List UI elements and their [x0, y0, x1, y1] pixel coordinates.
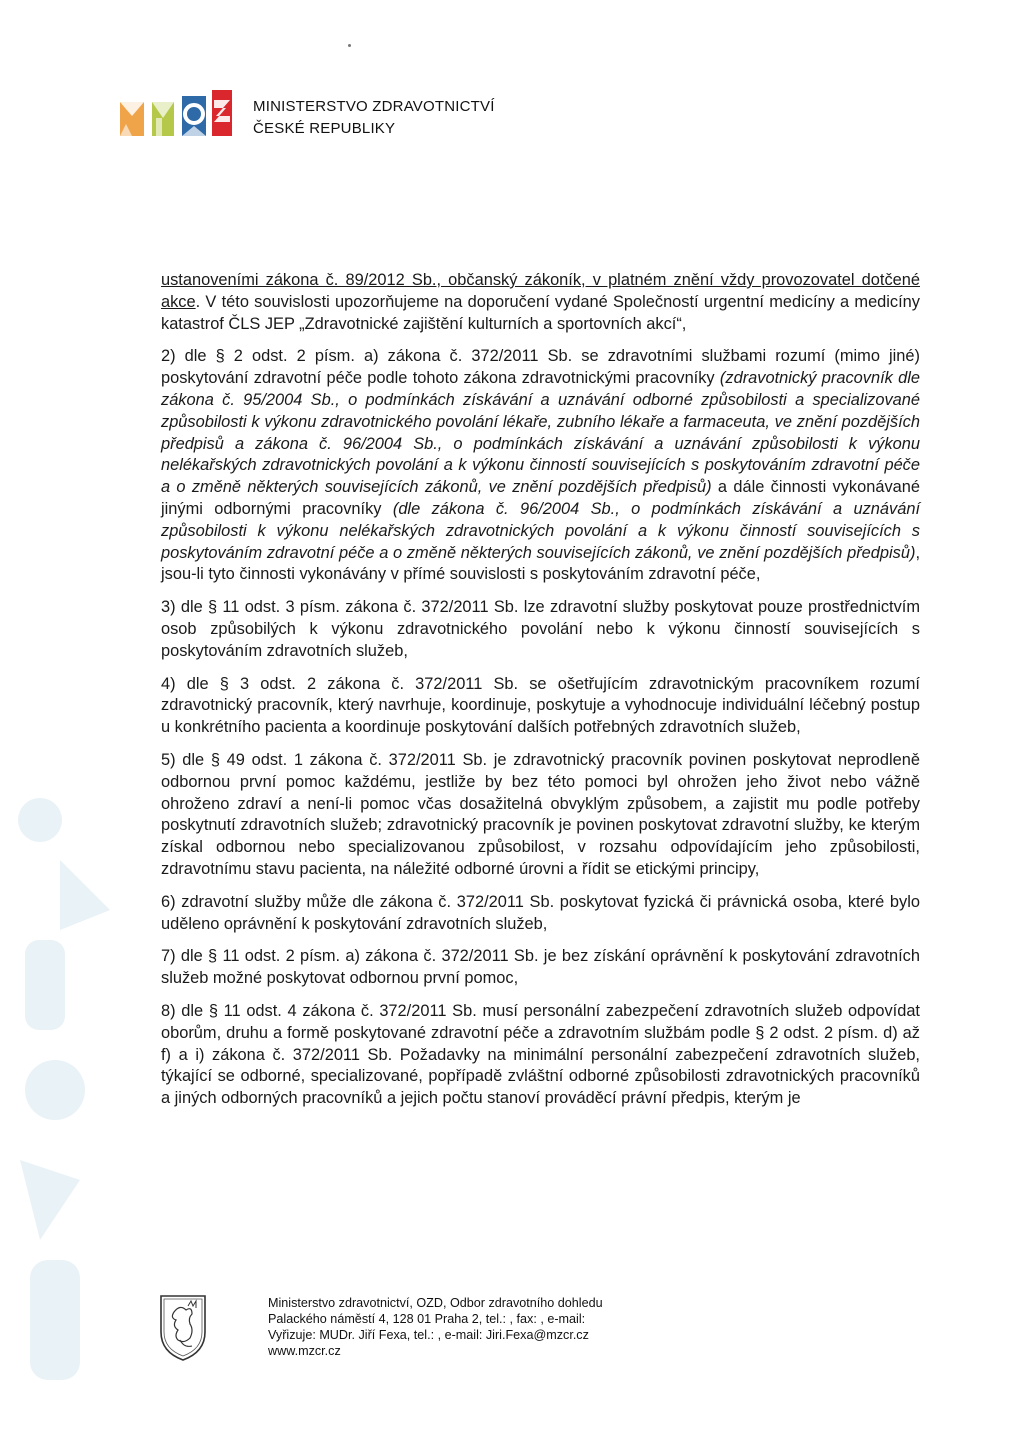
italic-text: (zdravotnický pracovník dle zákona č. 95/2004 Sb., o podmínkách získávání a uznávání odborné způsobilosti a specializované způsobilosti k výkonu zdravotnického povolání lékaře, zubního lékaře a farmaceuta, ve znění pozdějších předpisů a zákona č. 96/2004 Sb., o podmínkách získávání a uznávání způsobilosti k výkonu nelékařských zdravotnických povolání a k výkonu činností souvisejících s poskytováním zdravotní péče a o změně některých souvisejících zákonů, ve znění pozdějších předpisů) [161, 369, 920, 497]
state-emblem-icon [158, 1292, 208, 1362]
side-watermark-icon [0, 760, 120, 1410]
paragraph-intro [161, 270, 920, 335]
ministry-name-line1: MINISTERSTVO ZDRAVOTNICTVÍ [253, 98, 495, 115]
footer-website: www.mzcr.cz [268, 1344, 341, 1358]
paragraph-4: 4) dle § 3 odst. 2 zákona č. 372/2011 Sb. se ošetřujícím zdravotnickým pracovníkem rozumí zdravotnický pracovník, který navrhuje, koordinuje, poskytuje a vyhodnocuje individuální léčebný postup u konkrétního pacienta a koordinuje poskytování dalších potřebných zdravotních služeb, [161, 674, 920, 737]
ministry-name [253, 96, 495, 140]
scan-speck [348, 44, 351, 47]
italic-text: (dle zákona č. 96/2004 Sb., o podmínkách získávání a uznávání způsobilosti k výkonu nelékařských zdravotnických povolání a k výkonu činností souvisejících s poskytováním zdravotní péče a o změně některých souvisejících zákonů, ve znění pozdějších předpisů) [161, 499, 920, 562]
paragraph-2 [161, 346, 920, 586]
paragraph-8: 8) dle § 11 odst. 4 zákona č. 372/2011 Sb. musí personální zabezpečení zdravotních služeb odpovídat oborům, druhu a formě poskytované zdravotní péče a zdravotním službám podle § 2 odst. 2 písm. d) až f) a i) zákona č. 372/2011 Sb. Požadavky na minimální personální zabezpečení zdravotních služeb, týkající se odborné, specializované, popřípadě zvláštní odborné způsobilosti zdravotnických pracovníků a jiných odborných pracovníků a jejich počtu stanoví prováděcí právní předpis, kterým je [161, 1001, 920, 1108]
paragraph-3: 3) dle § 11 odst. 3 písm. zákona č. 372/2011 Sb. lze zdravotní služby poskytovat pouze prostřednictvím osob způsobilých k výkonu zdravotnického povolání nebo k výkonu činností souvisejících s poskytováním zdravotních služeb, [161, 598, 920, 660]
underlined-text: ustanoveními zákona č. 89/2012 Sb., občanský zákoník, v platném znění vždy provozovatel dotčené akce [161, 271, 920, 311]
paragraph-5: 5) dle § 49 odst. 1 zákona č. 372/2011 Sb. je zdravotnický pracovník povinen poskytovat neprodleně odbornou první pomoc každému, jestliže by bez této pomoci byl ohrožen jeho život nebo vážně ohroženo zdraví a není-li pomoc včas dosažitelná obvyklým způsobem, a zajistit mu podle potřeby poskytnutí zdravotních služeb; zdravotnický pracovník je povinen poskytovat zdravotní služby, ke kterým získal odbornou nebo specializovanou způsobilost, v rozsahu odpovídajícím jeho způsobilosti, zdravotnímu stavu pacienta, na náležité odborné úrovni a řídit se etickými principy, [161, 750, 920, 878]
footer-line: Ministerstvo zdravotnictví, OZD, Odbor zdravotního dohledu [268, 1296, 603, 1310]
paragraph-text: 2) dle § 2 odst. 2 písm. a) zákona č. 372/2011 Sb. se zdravotními službami rozumí (mimo jiné) poskytování zdravotní péče podle tohoto zákona zdravotnickými pracovníky [161, 347, 920, 388]
ministry-logo-icon [118, 88, 234, 138]
paragraph-6: 6) zdravotní služby může dle zákona č. 372/2011 Sb. poskytovat fyzická či právnická osoba, které bylo uděleno oprávnění k poskytování zdravotních služeb, [161, 892, 920, 933]
letter-body [161, 270, 920, 1121]
paragraph-text: . V této souvislosti upozorňujeme na doporučení vydané Společností urgentní medicíny a medicíny katastrof ČLS JEP „Zdravotnické zajištění kulturních a sportovních akcí“, [161, 292, 920, 333]
paragraph-text: , jsou-li tyto činnosti vykonávány v přímé souvislosti s poskytováním zdravotní péče, [161, 543, 920, 584]
footer-line: Palackého náměstí 4, 128 01 Praha 2, tel.: , fax: , e-mail: [268, 1312, 586, 1326]
footer-line: Vyřizuje: MUDr. Jiří Fexa, tel.: , e-mail: Jiri.Fexa@mzcr.cz [268, 1328, 589, 1342]
paragraph-text: a dále činnosti vykonávané jinými odbornými pracovníky [161, 478, 920, 518]
footer-contact [268, 1295, 603, 1359]
ministry-name-line2: ČESKÉ REPUBLIKY [253, 120, 396, 137]
paragraph-7: 7) dle § 11 odst. 2 písm. a) zákona č. 372/2011 Sb. je bez získání oprávnění k poskytování zdravotních služeb možné poskytovat odbornou první pomoc, [161, 947, 920, 988]
